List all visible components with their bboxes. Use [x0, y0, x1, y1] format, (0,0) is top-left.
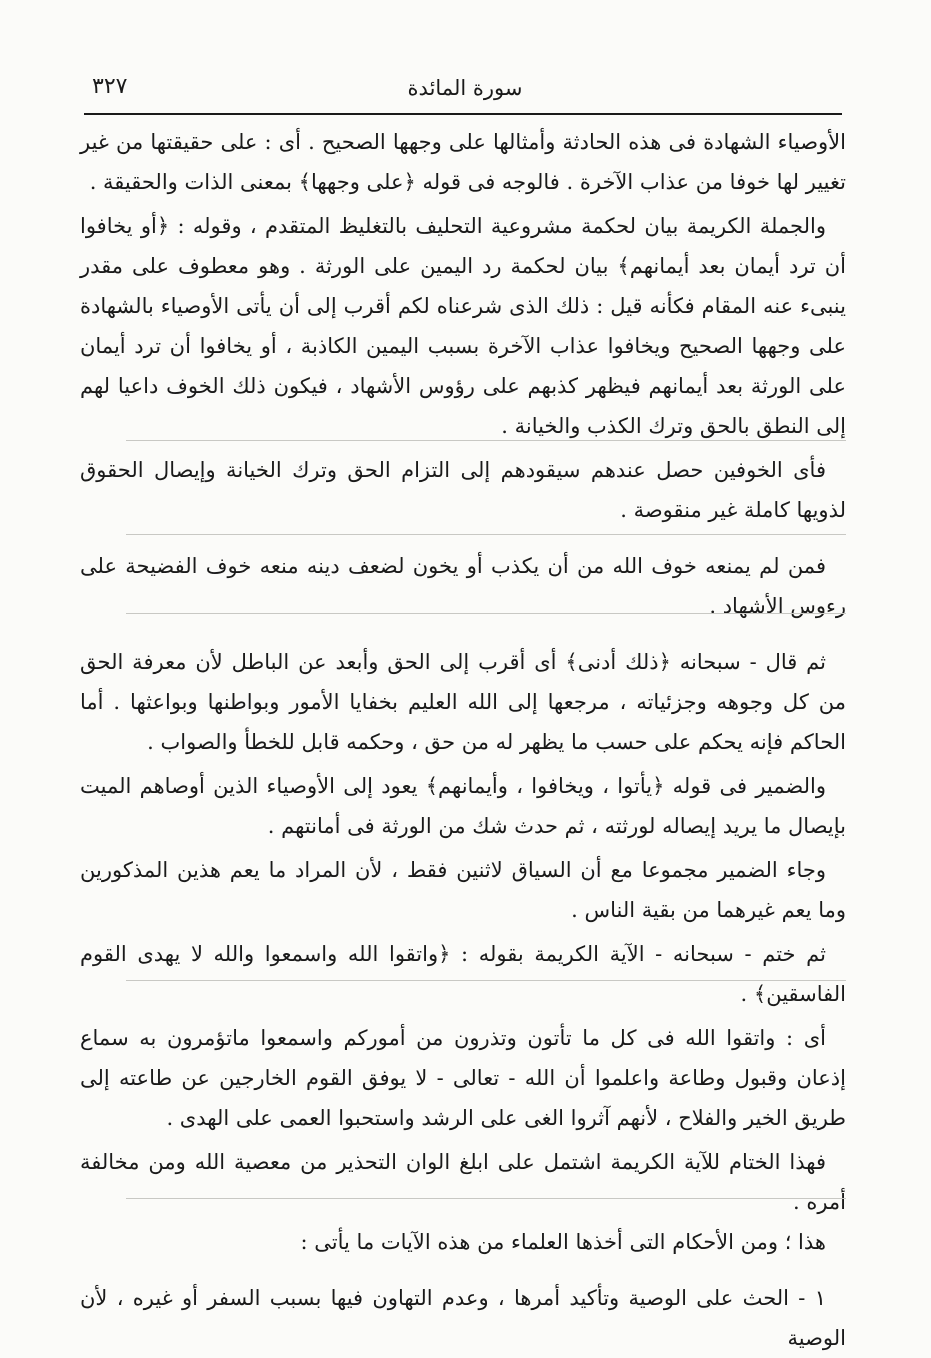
faint-separator — [126, 980, 846, 981]
page-header — [84, 74, 846, 110]
paragraph: أى : واتقوا الله فى كل ما تأتون وتذرون من أموركم واسمعوا ماتؤمرون به سماع إذعان وقبول وطاعة واعلموا أن الله - تعالى - لا يوفق القوم الخارجين عن طاعته إلى طريق الخير والفلاح ، لأنهم آثروا الغى على الرشد واستحبوا العمى على الهدى . — [80, 1026, 846, 1130]
paragraph: والضمير فى قوله ﴿يأتوا ، ويخافوا ، وأيمانهم﴾ يعود إلى الأوصياء الذين أوصاهم الميت بإيصال ما يريد إيصاله لورثته ، ثم حدث شك من الورثة فى أمانتهم . — [80, 774, 846, 838]
paragraph: فأى الخوفين حصل عندهم سيقودهم إلى التزام الحق وترك الخيانة وإيصال الحقوق لذويها كاملة غير منقوصة . — [80, 458, 846, 522]
surah-title: سورة المائدة — [407, 76, 523, 100]
header-divider — [84, 113, 842, 115]
paragraph: فهذا الختام للآية الكريمة اشتمل على ابلغ الوان التحذير من معصية الله ومن مخالفة أمره . — [80, 1150, 846, 1214]
page-body — [80, 122, 846, 1358]
faint-separator — [126, 534, 846, 535]
paragraph: الأوصياء الشهادة فى هذه الحادثة وأمثالها على وجهها الصحيح . أى : على حقيقتها من غير تغيير لها خوفا من عذاب الآخرة . فالوجه فى قوله ﴿على وجهها﴾ بمعنى الذات والحقيقة . — [80, 130, 846, 194]
paragraph: ١ - الحث على الوصية وتأكيد أمرها ، وعدم التهاون فيها بسبب السفر أو غيره ، لأن الوصية — [80, 1286, 846, 1350]
page-number: ٣٢٧ — [92, 74, 128, 99]
paragraph: هذا ؛ ومن الأحكام التى أخذها العلماء من هذه الآيات ما يأتى : — [300, 1230, 826, 1254]
paragraph: ثم ختم - سبحانه - الآية الكريمة بقوله : ﴿واتقوا الله واسمعوا والله لا يهدى القوم الفاسقين﴾ . — [80, 942, 846, 1006]
faint-separator — [126, 613, 846, 614]
paragraph: فمن لم يمنعه خوف الله من أن يكذب أو يخون لضعف دينه منعه خوف الفضيحة على رءوس الأشهاد . — [80, 554, 846, 618]
faint-separator — [126, 440, 846, 441]
paragraph: وجاء الضمير مجموعا مع أن السياق لاثنين فقط ، لأن المراد ما يعم هذين المذكورين وما يعم غيرهما من بقية الناس . — [80, 858, 846, 922]
faint-separator — [126, 1198, 846, 1199]
paragraph: والجملة الكريمة بيان لحكمة مشروعية التحليف بالتغليظ المتقدم ، وقوله : ﴿أو يخافوا أن ترد أيمان بعد أيمانهم﴾ بيان لحكمة رد اليمين على الورثة . وهو معطوف على مقدر ينبىء عنه المقام فكأنه قيل : ذلك الذى شرعناه لكم أقرب إلى أن يأتى الأوصياء بالشهادة على وجهها الصحيح ويخافوا عذاب الآخرة بسبب اليمين الكاذبة ، أو يخافوا أن ترد أيمان على الورثة بعد أيمانهم فيظهر كذبهم على رؤوس الأشهاد ، فيكون ذلك الخوف داعيا لهم إلى النطق بالحق وترك الكذب والخيانة . — [80, 214, 846, 438]
paragraph: ثم قال - سبحانه ﴿ذلك أدنى﴾ أى أقرب إلى الحق وأبعد عن الباطل لأن معرفة الحق من كل وجوهه وجزئياته ، مرجعها إلى الله العليم بخفايا الأمور وبواطنها وبواعثها . أما الحاكم فإنه يحكم على حسب ما يظهر له من حق ، وحكمه قابل للخطأ والصواب . — [80, 650, 846, 754]
